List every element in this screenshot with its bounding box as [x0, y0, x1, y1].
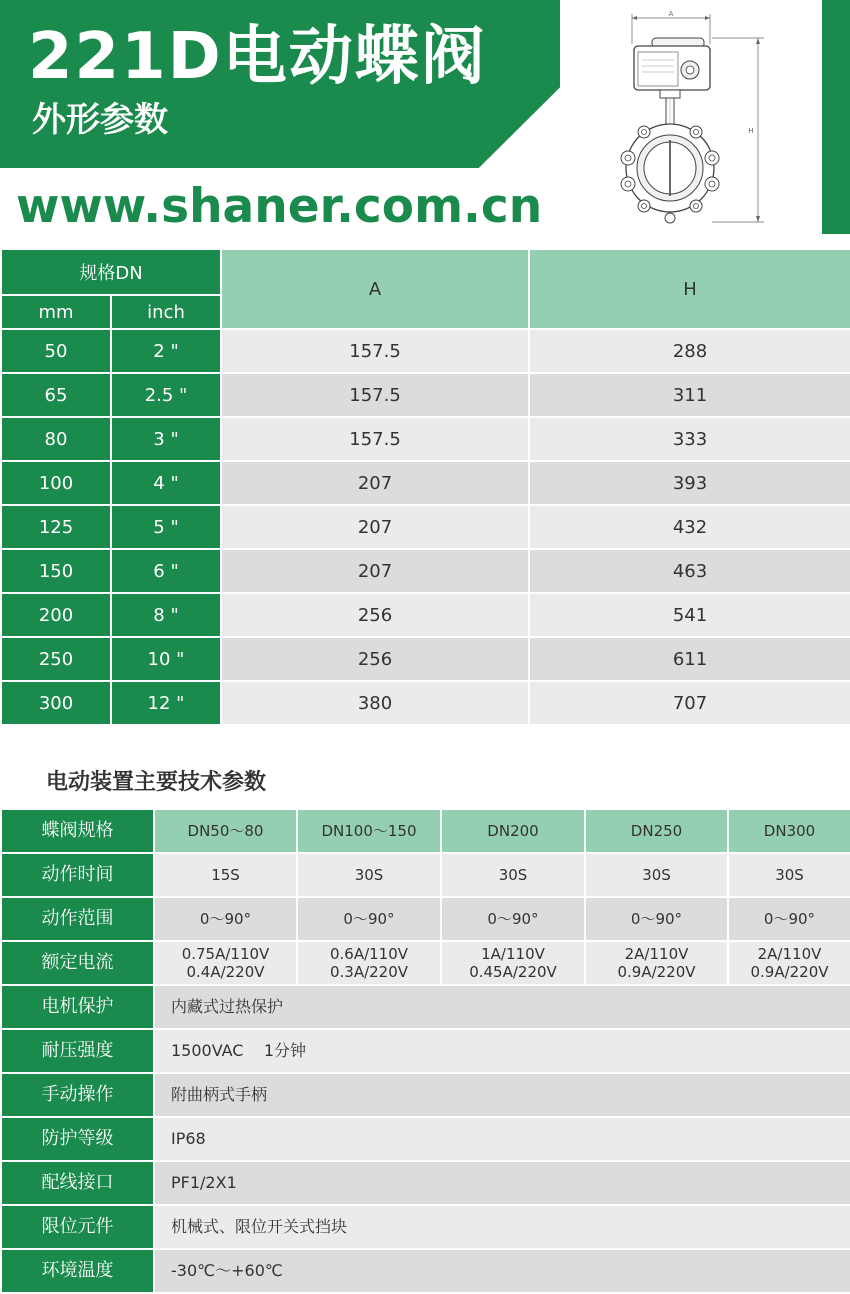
cell-inch: 10 ": [111, 637, 221, 681]
tech-row-label: 限位元件: [1, 1205, 154, 1249]
cell-mm: 300: [1, 681, 111, 725]
cell-mm: 125: [1, 505, 111, 549]
cell-mm: 200: [1, 593, 111, 637]
cell-h: 333: [529, 417, 850, 461]
cell-mm: 150: [1, 549, 111, 593]
cell-a: 157.5: [221, 373, 529, 417]
tech-row-label: 动作范围: [1, 897, 154, 941]
current-220v: 0.45A/220V: [469, 963, 557, 981]
page-title: 221D电动蝶阀: [28, 20, 487, 94]
tech-cell: 0～90°: [154, 897, 297, 941]
cell-mm: 80: [1, 417, 111, 461]
table-row: [1, 593, 850, 637]
table-row: [1, 897, 850, 941]
current-220v: 0.4A/220V: [186, 963, 265, 981]
dim-a-label: A: [668, 10, 674, 18]
tech-table: [0, 808, 850, 1294]
table-row: [1, 549, 850, 593]
tech-row-label: 防护等级: [1, 1117, 154, 1161]
tech-cell: [585, 941, 728, 985]
tech-row-label: 手动操作: [1, 1073, 154, 1117]
tech-value: PF1/2X1: [154, 1161, 850, 1205]
tech-value: 内藏式过热保护: [154, 985, 850, 1029]
cell-h: 288: [529, 329, 850, 373]
current-220v: 0.9A/220V: [617, 963, 696, 981]
cell-h: 707: [529, 681, 850, 725]
h-header: H: [529, 249, 850, 329]
valve-drawing: [600, 8, 780, 234]
cell-a: 380: [221, 681, 529, 725]
tech-col-header: DN200: [441, 809, 585, 853]
cell-a: 157.5: [221, 417, 529, 461]
tech-cell: [297, 941, 441, 985]
table-row: [1, 373, 850, 417]
tech-col-header: DN50～80: [154, 809, 297, 853]
tech-cell: 0～90°: [297, 897, 441, 941]
table-row: [1, 985, 850, 1029]
table-row: [1, 637, 850, 681]
cell-inch: 2 ": [111, 329, 221, 373]
tech-col-header: DN250: [585, 809, 728, 853]
table-row: [1, 461, 850, 505]
tech-row-label: 配线接口: [1, 1161, 154, 1205]
current-110v: 0.75A/110V: [181, 945, 270, 963]
tech-row-label: 电机保护: [1, 985, 154, 1029]
cell-mm: 65: [1, 373, 111, 417]
current-110v: 2A/110V: [624, 945, 689, 963]
cell-inch: 3 ": [111, 417, 221, 461]
table-row: [1, 1117, 850, 1161]
current-110v: 0.6A/110V: [329, 945, 409, 963]
cell-mm: 250: [1, 637, 111, 681]
table-row: [1, 417, 850, 461]
tech-cell: [728, 941, 850, 985]
cell-h: 311: [529, 373, 850, 417]
cell-h: 611: [529, 637, 850, 681]
cell-mm: 100: [1, 461, 111, 505]
table-row: [1, 1029, 850, 1073]
cell-a: 207: [221, 549, 529, 593]
table-row: [1, 1249, 850, 1293]
tech-cell: 0～90°: [585, 897, 728, 941]
tech-cell: [154, 941, 297, 985]
tech-value: 机械式、限位开关式挡块: [154, 1205, 850, 1249]
tech-cell: 0～90°: [441, 897, 585, 941]
tech-row-label: 额定电流: [1, 941, 154, 985]
tech-value: -30℃～+60℃: [154, 1249, 850, 1293]
cell-h: 432: [529, 505, 850, 549]
a-header: A: [221, 249, 529, 329]
table-row: [1, 1205, 850, 1249]
table-row: [1, 853, 850, 897]
current-220v: 0.3A/220V: [329, 963, 409, 981]
tech-header-label: 蝶阀规格: [1, 809, 154, 853]
tech-section-title: 电动装置主要技术参数: [46, 770, 267, 795]
tech-value: 附曲柄式手柄: [154, 1073, 850, 1117]
cell-inch: 4 ": [111, 461, 221, 505]
tech-cell: 0～90°: [728, 897, 850, 941]
cell-a: 157.5: [221, 329, 529, 373]
page-subtitle: 外形参数: [32, 100, 168, 140]
tech-cell: 30S: [297, 853, 441, 897]
table-row: [1, 941, 850, 985]
cell-h: 541: [529, 593, 850, 637]
tech-cell: [441, 941, 585, 985]
current-110v: 2A/110V: [757, 945, 822, 963]
dimension-table: [0, 248, 850, 726]
table-row: [1, 1161, 850, 1205]
cell-h: 393: [529, 461, 850, 505]
mm-header: mm: [1, 295, 111, 329]
tech-col-header: DN100～150: [297, 809, 441, 853]
cell-inch: 2.5 ": [111, 373, 221, 417]
current-220v: 0.9A/220V: [750, 963, 829, 981]
dim-h-label: H: [748, 127, 754, 135]
cell-h: 463: [529, 549, 850, 593]
tech-cell: 30S: [441, 853, 585, 897]
spec-header: 规格DN: [1, 249, 221, 295]
accent-bar: [822, 0, 850, 234]
cell-mm: 50: [1, 329, 111, 373]
cell-inch: 5 ": [111, 505, 221, 549]
tech-row-label: 耐压强度: [1, 1029, 154, 1073]
cell-inch: 6 ": [111, 549, 221, 593]
cell-a: 207: [221, 461, 529, 505]
tech-cell: 30S: [728, 853, 850, 897]
tech-cell: 15S: [154, 853, 297, 897]
inch-header: inch: [111, 295, 221, 329]
cell-inch: 8 ": [111, 593, 221, 637]
tech-value: 1500VAC 1分钟: [154, 1029, 850, 1073]
website-url[interactable]: www.shaner.com.cn: [16, 179, 543, 234]
table-row: [1, 329, 850, 373]
table-row: [1, 1073, 850, 1117]
tech-row-label: 动作时间: [1, 853, 154, 897]
table-row: [1, 505, 850, 549]
tech-row-label: 环境温度: [1, 1249, 154, 1293]
table-row: [1, 681, 850, 725]
cell-a: 207: [221, 505, 529, 549]
cell-a: 256: [221, 637, 529, 681]
tech-cell: 30S: [585, 853, 728, 897]
tech-value: IP68: [154, 1117, 850, 1161]
cell-inch: 12 ": [111, 681, 221, 725]
cell-a: 256: [221, 593, 529, 637]
tech-col-header: DN300: [728, 809, 850, 853]
current-110v: 1A/110V: [481, 945, 545, 963]
